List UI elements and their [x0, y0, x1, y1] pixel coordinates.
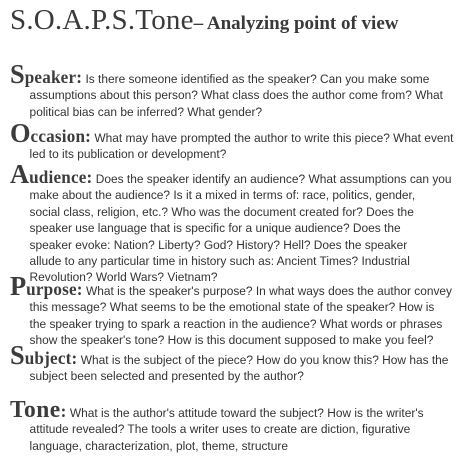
section-line: led to its publication or development? [29, 147, 227, 162]
title-main: S.O.A.P.S.Tone [10, 4, 194, 36]
heading-initial: S [10, 59, 25, 89]
section-line [10, 59, 462, 89]
section-line: show the speaker's tone? How is this document supposed to make you feel? [29, 333, 434, 348]
section-line: allude to any particular time in history such as: Ancient Times? Industrial [29, 254, 410, 269]
page-title [10, 4, 398, 37]
title-subtitle: – Analyzing point of view [193, 13, 399, 34]
heading-rest: ubject: [24, 348, 78, 368]
question-text: Is there someone identified as the speaker? Can you make some [82, 72, 430, 86]
section-line: political bias can be inferred? What gender? [29, 104, 263, 119]
section-occasion [10, 118, 472, 163]
section-line: speaker use language that is specific for a unique audience? Does the [29, 221, 401, 236]
section-line: this message? What seems to be the emotional state of the speaker? How is [29, 300, 435, 315]
heading-word: Tone [10, 397, 61, 423]
heading-rest: ccasion: [30, 126, 92, 146]
heading-rest: urpose: [26, 279, 83, 299]
heading-initial: S [10, 340, 25, 370]
section-line [10, 118, 462, 148]
section-audience [10, 159, 472, 286]
heading-initial: A [10, 159, 30, 189]
question-text: What may have prompted the author to write this piece? What event [91, 131, 454, 145]
question-text: Does the speaker identify an audience? What assumptions can you [92, 172, 452, 186]
heading-initial: O [10, 118, 31, 148]
section-line: subject been selected and presented by the author? [29, 369, 304, 384]
section-line [10, 397, 462, 423]
section-line: language, characterization, plot, theme, structure [29, 438, 288, 453]
section-speaker [10, 59, 472, 120]
section-line: the speaker trying to spark a reaction in the audience? What words or phrases [29, 316, 443, 331]
section-line: attitude revealed? The tools a writer uses to create are diction, figurative [29, 422, 411, 437]
section-tone [10, 397, 472, 454]
heading-rest: udience: [29, 167, 93, 187]
section-line: speaker evoke: Nation? Liberty? God? History? Hell? Does the speaker [29, 237, 408, 252]
section-line: make about the audience? Is it a mixed in terms of: race, politics, gender, [29, 188, 416, 203]
section-line: Revolution? World Wars? Vietnam? [29, 270, 218, 285]
heading-initial: P [10, 271, 27, 301]
section-line [10, 159, 462, 189]
question-text: What is the subject of the piece? How do you know this? How has the [77, 353, 449, 367]
heading-colon: : [60, 401, 67, 421]
heading-rest: peaker: [24, 67, 83, 87]
section-line: social class, religion, etc.? Who was the document created for? Does the [29, 204, 414, 219]
question-text: What is the author's attitude toward the subject? How is the writer's [66, 406, 424, 420]
question-text: What is the speaker's purpose? In what ways does the author convey [82, 284, 452, 298]
section-line: assumptions about this person? What class does the author come from? What [29, 88, 443, 103]
